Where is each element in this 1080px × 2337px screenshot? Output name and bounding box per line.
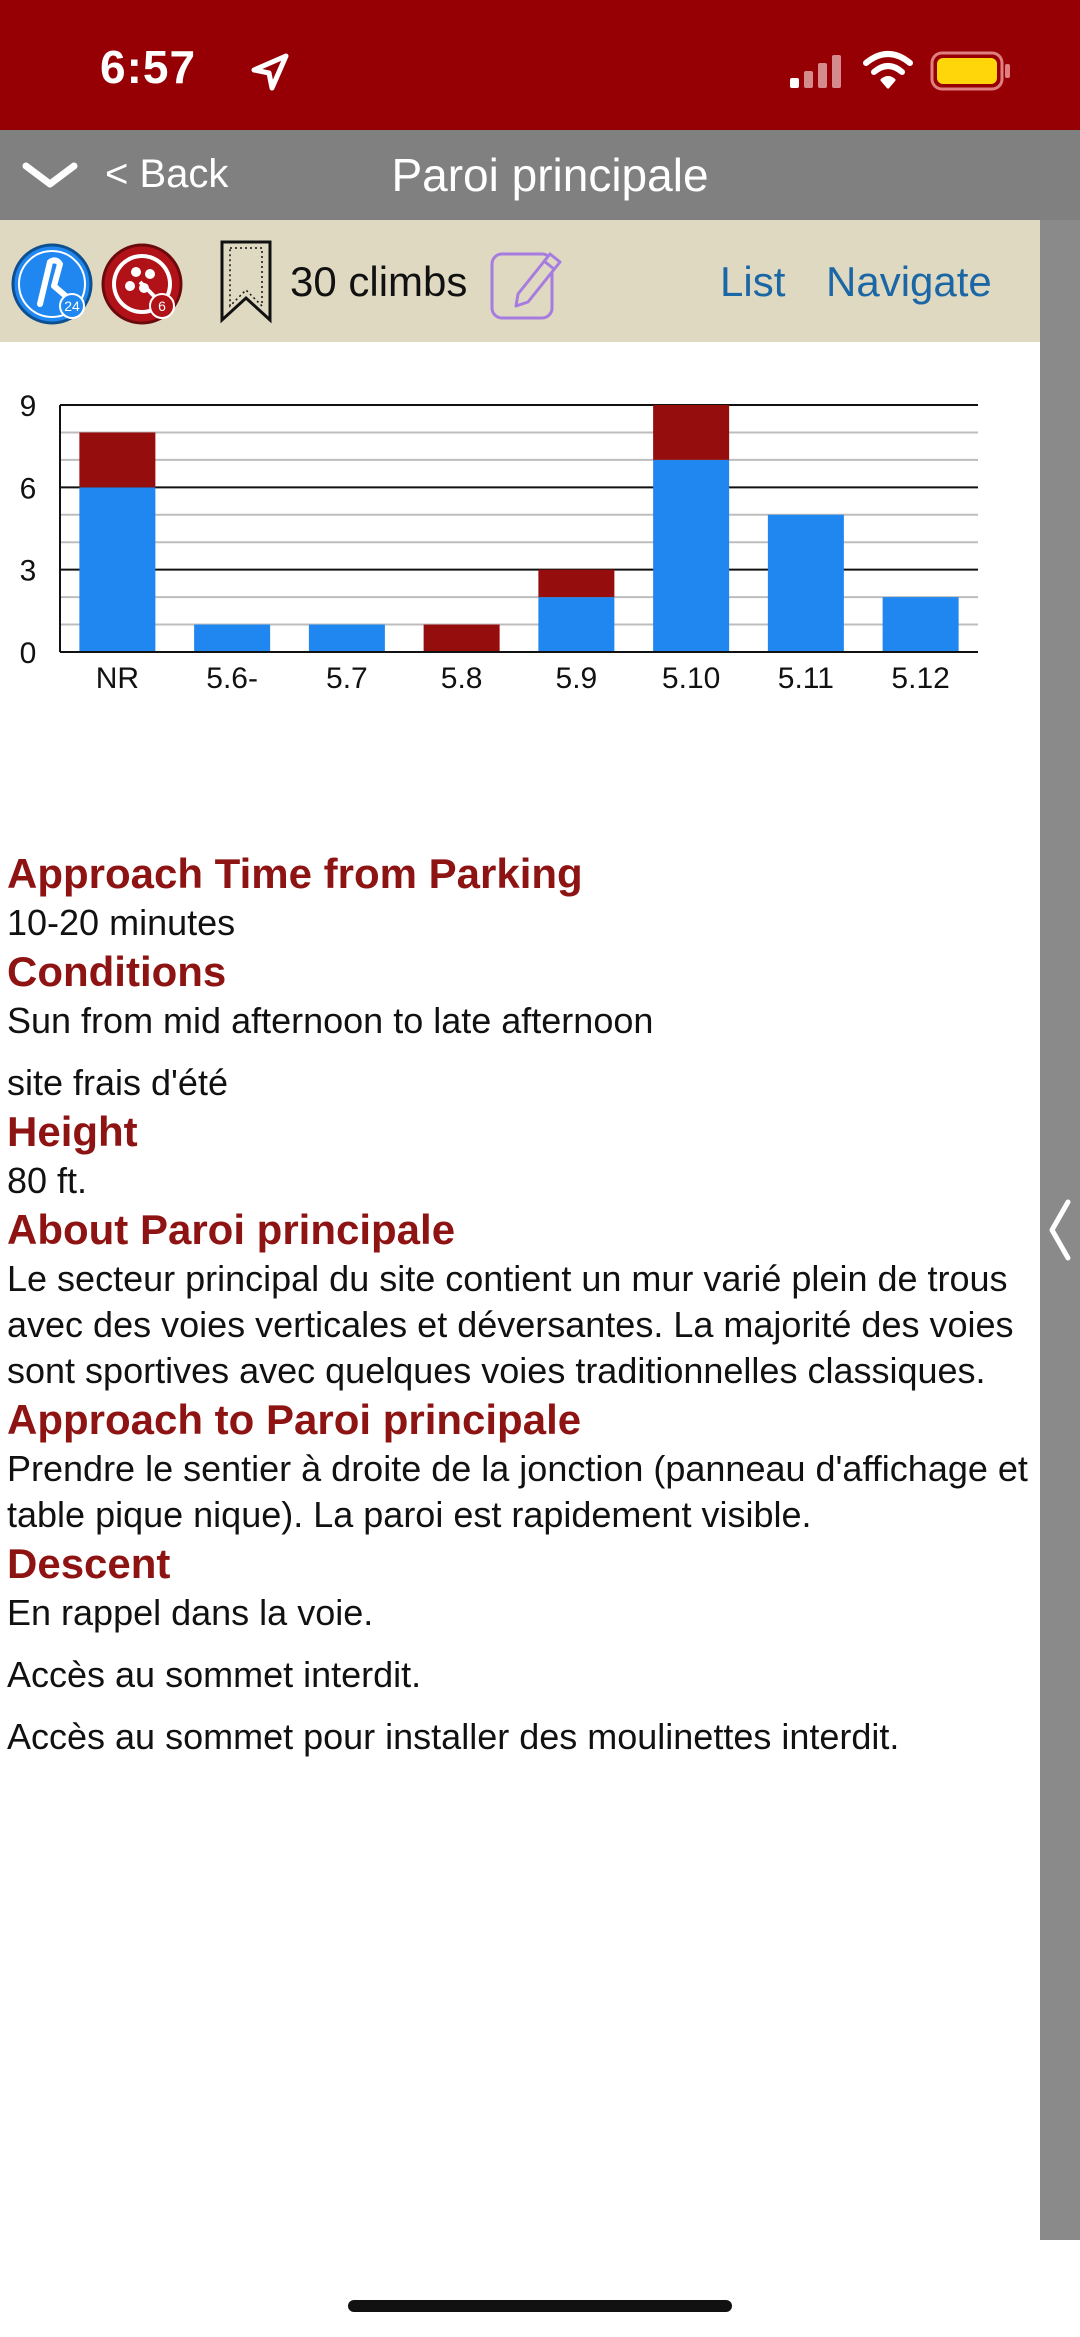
wifi-icon <box>863 50 913 90</box>
y-tick-label: 3 <box>19 554 37 588</box>
climbs-count: 30 climbs <box>290 258 468 305</box>
x-tick-label: 5.6- <box>206 662 258 695</box>
y-tick-label: 6 <box>19 472 37 506</box>
bolt-hanger-icon[interactable] <box>100 242 184 326</box>
bar-primary <box>538 597 614 652</box>
section-text: Accès au sommet pour installer des moulinettes interdit. <box>7 1716 900 1757</box>
x-tick-label: 5.7 <box>326 662 368 695</box>
x-tick-label: 5.11 <box>777 662 834 695</box>
cellular-signal-icon <box>788 54 844 90</box>
section-heading: Approach to Paroi principale <box>7 1396 582 1443</box>
info-section <box>7 1538 1037 1760</box>
info-section <box>7 1394 1037 1538</box>
section-text: Accès au sommet interdit. <box>7 1654 422 1695</box>
x-tick-label: 5.10 <box>661 662 721 695</box>
bar-primary <box>309 625 385 652</box>
toolbar <box>0 220 1040 342</box>
section-heading: Height <box>7 1108 138 1155</box>
y-tick-label: 0 <box>19 637 37 670</box>
section-heading: Descent <box>7 1540 171 1587</box>
info-section <box>7 1106 1037 1204</box>
battery-icon <box>930 50 1012 92</box>
location-arrow-icon <box>250 52 290 92</box>
nav-bar <box>0 130 1080 220</box>
bar-primary <box>79 487 155 652</box>
x-tick-label: NR <box>95 662 140 695</box>
info-section <box>7 1204 1037 1394</box>
section-text: 10-20 minutes <box>7 902 236 943</box>
edit-pencil-icon[interactable] <box>488 240 568 324</box>
bar-primary <box>768 515 844 652</box>
y-tick-label: 9 <box>19 390 37 423</box>
grade-distribution-chart <box>0 380 1000 710</box>
section-text: En rappel dans la voie. <box>7 1592 374 1633</box>
section-heading: Conditions <box>7 948 227 995</box>
bar-primary <box>653 460 729 652</box>
section-text: Prendre le sentier à droite de la jonction (panneau d'affichage et table pique nique). La paroi est rapidement visible. <box>7 1448 1028 1535</box>
bar-primary <box>883 597 959 652</box>
section-heading: Approach Time from Parking <box>7 850 583 897</box>
section-text: Le secteur principal du site contient un mur varié plein de trous avec des voies verticales et déversantes. La majorité des voies sont sportives avec quelques voies traditionnelles classiques. <box>7 1258 1014 1391</box>
home-indicator[interactable] <box>348 2300 732 2312</box>
section-text: Sun from mid afternoon to late afternoon <box>7 1000 654 1041</box>
status-bar <box>0 0 1080 130</box>
chevron-left-icon[interactable] <box>1044 1198 1076 1262</box>
rope-climbing-icon[interactable] <box>10 242 94 326</box>
bolt-badge-count: 6 <box>158 298 166 314</box>
section-text: 80 ft. <box>7 1160 88 1201</box>
page-title: Paroi principale <box>391 149 709 201</box>
section-heading: About Paroi principale <box>7 1206 456 1253</box>
bar-secondary <box>424 625 500 652</box>
bookmark-icon[interactable] <box>218 240 274 324</box>
info-section <box>7 848 1037 946</box>
section-text: site frais d'été <box>7 1062 228 1103</box>
crag-info <box>7 848 1037 1760</box>
rope-badge-count: 24 <box>64 298 80 314</box>
x-tick-label: 5.8 <box>440 662 483 695</box>
back-button[interactable]: < Back <box>105 152 229 196</box>
bar-primary <box>194 625 270 652</box>
bar-secondary <box>653 405 729 460</box>
info-section <box>7 946 1037 1106</box>
navigate-link[interactable]: Navigate <box>826 258 992 305</box>
status-time: 6:57 <box>100 41 197 93</box>
bar-secondary <box>79 432 155 487</box>
bar-secondary <box>538 570 614 597</box>
x-tick-label: 5.9 <box>555 662 598 695</box>
list-link[interactable]: List <box>720 258 786 305</box>
x-tick-label: 5.12 <box>891 662 950 695</box>
